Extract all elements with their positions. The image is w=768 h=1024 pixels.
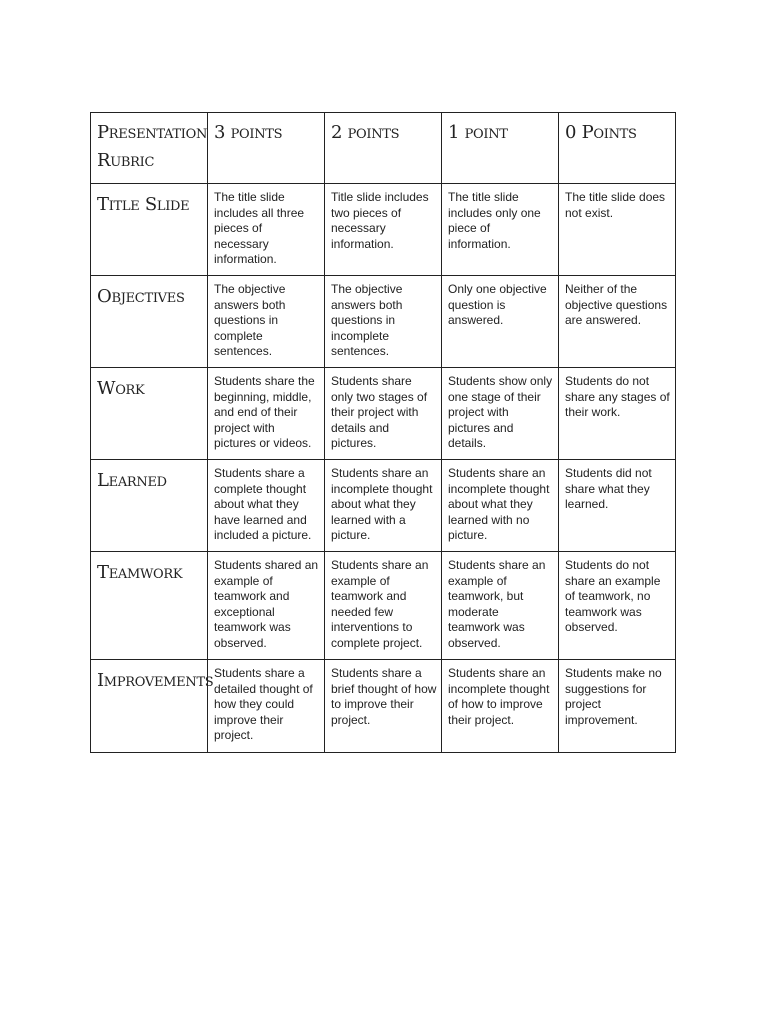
criteria-cell: Students shared an example of teamwork and exceptional teamwork was observed.	[208, 552, 325, 660]
header-row	[91, 113, 676, 184]
criteria-cell: Students make no suggestions for project improvement.	[559, 660, 676, 753]
row-label-improvements: Improvements	[91, 660, 208, 753]
criteria-cell: Students show only one stage of their project with pictures and details.	[442, 368, 559, 460]
criteria-cell: Students share the beginning, middle, and end of their project with pictures or videos.	[208, 368, 325, 460]
criteria-cell: Students did not share what they learned.	[559, 460, 676, 552]
criteria-cell: Neither of the objective questions are answered.	[559, 276, 676, 368]
criteria-cell: The objective answers both questions in incomplete sentences.	[325, 276, 442, 368]
header-cell-0-points: 0 Points	[559, 113, 676, 184]
row-label-title-slide: Title Slide	[91, 184, 208, 276]
table-row	[91, 368, 676, 460]
criteria-cell: The title slide includes only one piece of information.	[442, 184, 559, 276]
criteria-cell: The title slide includes all three pieces of necessary information.	[208, 184, 325, 276]
header-cell-1-point: 1 point	[442, 113, 559, 184]
row-label-teamwork: Teamwork	[91, 552, 208, 660]
table-row	[91, 460, 676, 552]
table-row	[91, 552, 676, 660]
criteria-cell: Students share an example of teamwork, but moderate teamwork was observed.	[442, 552, 559, 660]
rubric-table	[90, 112, 676, 753]
criteria-cell: Only one objective question is answered.	[442, 276, 559, 368]
criteria-cell: Students share an example of teamwork and needed few interventions to complete project.	[325, 552, 442, 660]
criteria-cell: Students share only two stages of their project with details and pictures.	[325, 368, 442, 460]
criteria-cell: Students do not share any stages of their work.	[559, 368, 676, 460]
table-row	[91, 660, 676, 753]
row-label-learned: Learned	[91, 460, 208, 552]
criteria-cell: Students share an incomplete thought about what they learned with a picture.	[325, 460, 442, 552]
criteria-cell: Title slide includes two pieces of necessary information.	[325, 184, 442, 276]
row-label-work: Work	[91, 368, 208, 460]
row-label-objectives: Objectives	[91, 276, 208, 368]
criteria-cell: Students share an incomplete thought of how to improve their project.	[442, 660, 559, 753]
table-row	[91, 184, 676, 276]
table-row	[91, 276, 676, 368]
header-cell-title: Presentation Rubric	[91, 113, 208, 184]
criteria-cell: Students share an incomplete thought about what they learned with no picture.	[442, 460, 559, 552]
header-cell-2-points: 2 points	[325, 113, 442, 184]
criteria-cell: Students do not share an example of teamwork, no teamwork was observed.	[559, 552, 676, 660]
criteria-cell: The objective answers both questions in complete sentences.	[208, 276, 325, 368]
header-cell-3-points: 3 points	[208, 113, 325, 184]
criteria-cell: The title slide does not exist.	[559, 184, 676, 276]
criteria-cell: Students share a complete thought about what they have learned and included a picture.	[208, 460, 325, 552]
criteria-cell: Students share a detailed thought of how they could improve their project.	[208, 660, 325, 753]
criteria-cell: Students share a brief thought of how to improve their project.	[325, 660, 442, 753]
